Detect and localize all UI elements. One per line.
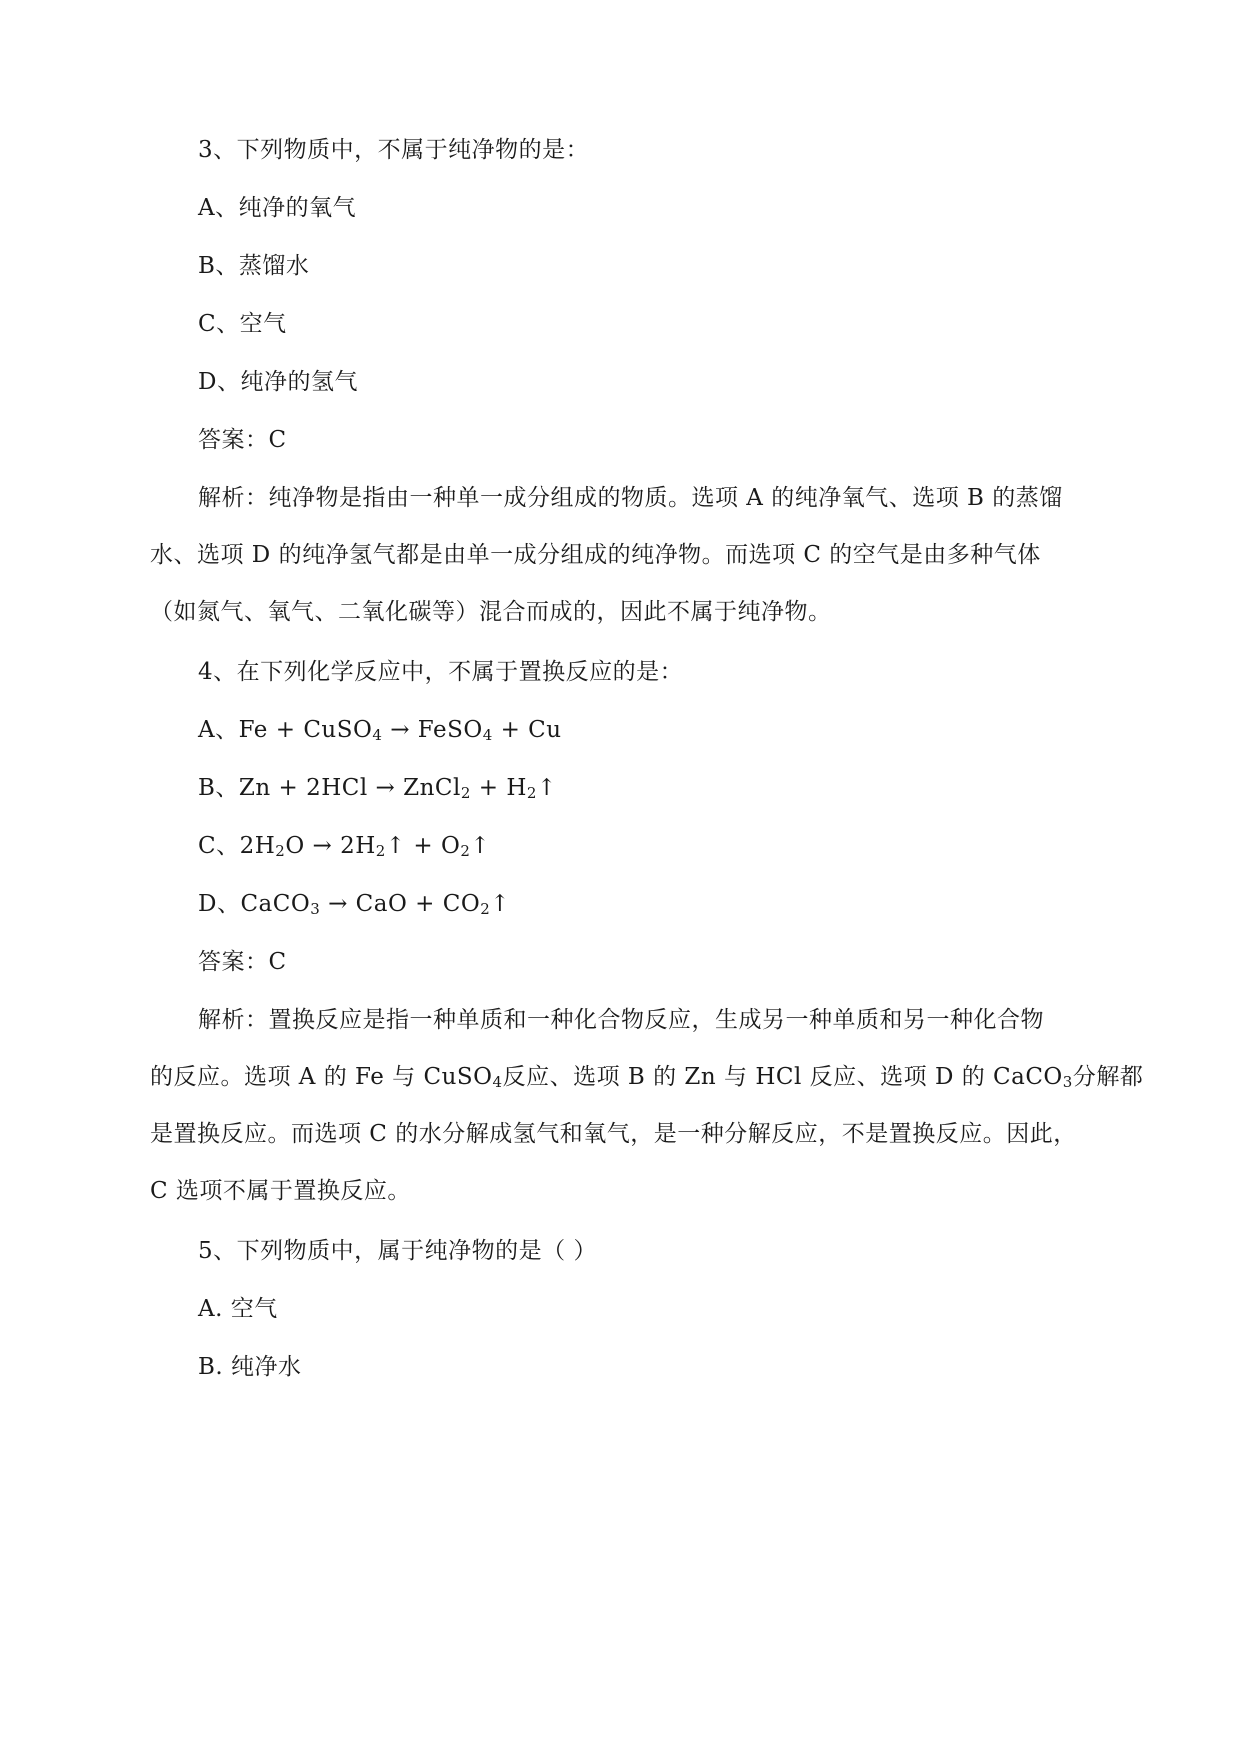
q3-question: 3、下列物质中，不属于纯净物的是： — [198, 137, 590, 163]
q4-analysis-line-2: 的反应。选项 A 的 Fe 与 CuSO$_4$反应、选项 B 的 Zn 与 HCl 反应、选项 D 的 CaCO$_3$分解都 — [150, 1064, 1144, 1091]
q4-option-d: D、CaCO$_3$ → CaO + $CO_2↑$ — [198, 891, 511, 918]
q5-question: 5、下列物质中，属于纯净物的是（ ） — [198, 1238, 597, 1264]
q4-option-a: A、Fe + CuSO$_4$ → FeSO$_4$ + Cu — [198, 717, 562, 744]
q3-analysis-line-2: 水、选项 D 的纯净氢气都是由单一成分组成的纯净物。而选项 C 的空气是由多种气体 — [150, 542, 1041, 568]
q4-analysis-line-4: C 选项不属于置换反应。 — [150, 1178, 411, 1204]
q3-analysis-line-1: 解析：纯净物是指由一种单一成分组成的物质。选项 A 的纯净氧气、选项 B 的蒸馏 — [198, 485, 1063, 511]
q3-option-b: B、蒸馏水 — [198, 253, 310, 279]
q5-option-b: B. 纯净水 — [198, 1354, 302, 1380]
q4-analysis-line-3: 是置换反应。而选项 C 的水分解成氢气和氧气，是一种分解反应，不是置换反应。因此， — [150, 1121, 1077, 1147]
q4-answer: 答案：C — [198, 949, 287, 975]
q4-option-b: B、Zn + 2HCl → ZnCl$_2$ + $H_2↑$ — [198, 775, 557, 802]
q3-option-a: A、纯净的氧气 — [198, 195, 357, 221]
q3-analysis-line-3: （如氮气、氧气、二氧化碳等）混合而成的，因此不属于纯净物。 — [150, 599, 832, 625]
q3-option-c: C、空气 — [198, 311, 287, 337]
q3-answer: 答案：C — [198, 427, 287, 453]
q4-option-c: C、$2H_2O$ → $2H_2↑$ + $O_2↑$ — [198, 833, 491, 860]
q3-option-d: D、纯净的氢气 — [198, 369, 358, 395]
q4-analysis-line-1: 解析：置换反应是指一种单质和一种化合物反应，生成另一种单质和另一种化合物 — [198, 1007, 1044, 1033]
q5-option-a: A. 空气 — [198, 1296, 278, 1322]
q4-question: 4、在下列化学反应中，不属于置换反应的是： — [198, 659, 684, 685]
